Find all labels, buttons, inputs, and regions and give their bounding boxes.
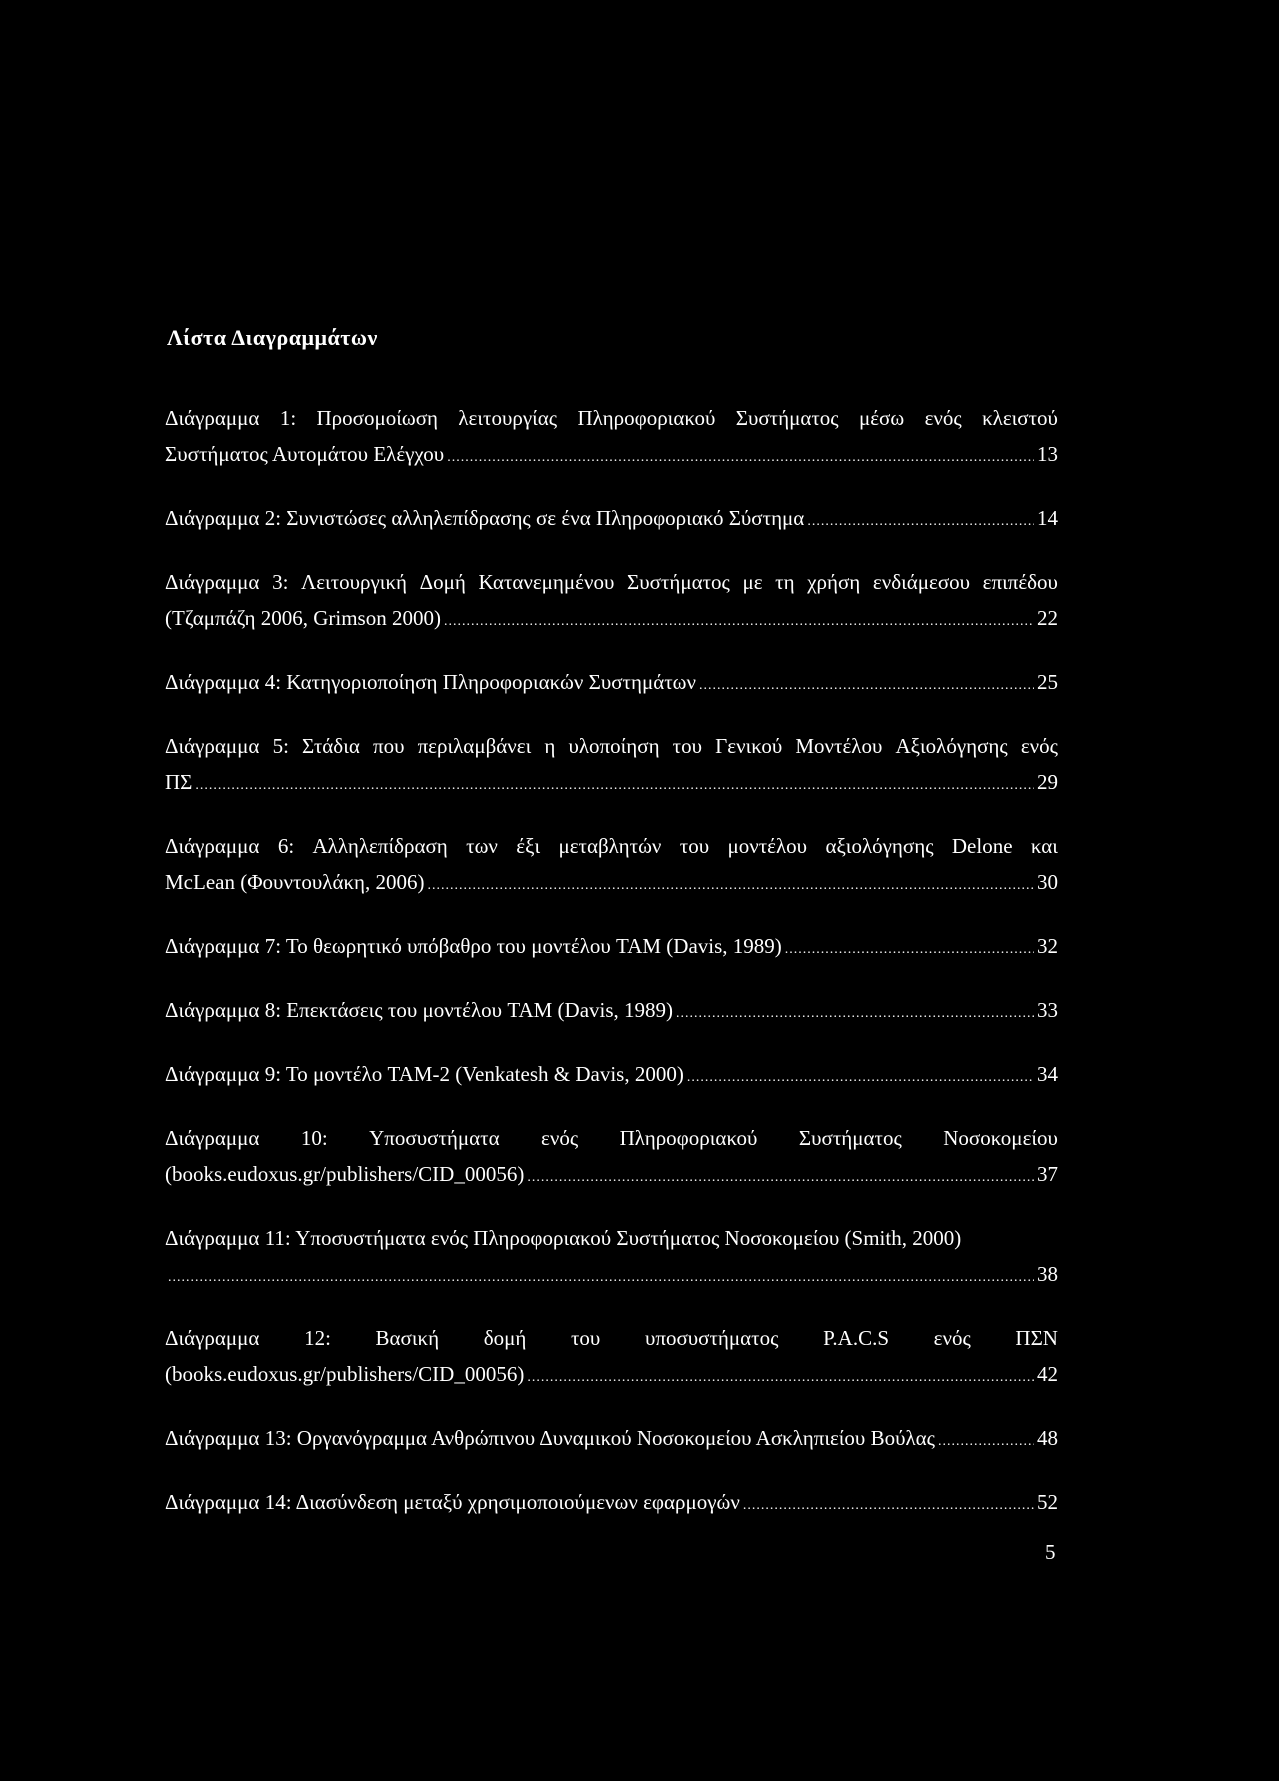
- entry-last-line: [165, 1256, 1058, 1292]
- entry-word: Γενικού: [715, 734, 783, 758]
- dot-leader: [527, 1360, 1034, 1396]
- entry-word: η: [544, 734, 556, 758]
- entry-word: Μοντέλου: [795, 734, 883, 758]
- list-item: [165, 928, 1058, 964]
- entry-word: ενός: [541, 1126, 579, 1150]
- entry-last-line: [165, 664, 1058, 700]
- entry-first-line: [165, 1120, 1058, 1156]
- entry-word: υποσυστήματος: [644, 1326, 779, 1350]
- entry-page-number: 33: [1037, 998, 1058, 1022]
- entry-page-number: 52: [1037, 1490, 1058, 1514]
- entry-title: (books.eudoxus.gr/publishers/CID_00056): [165, 1362, 525, 1386]
- list-heading: Λίστα Διαγραμμάτων: [167, 325, 378, 350]
- entry-last-line: [165, 764, 1058, 800]
- entry-page-number: 22: [1037, 606, 1058, 630]
- entry-last-line: [165, 436, 1058, 472]
- entry-page-number: 30: [1037, 870, 1058, 894]
- entry-word: τη: [775, 570, 795, 594]
- entry-first-line: [165, 564, 1058, 600]
- entry-word: Στάδια: [302, 734, 360, 758]
- list-item: [165, 1484, 1058, 1520]
- entry-last-line: [165, 928, 1058, 964]
- entry-last-line: [165, 1484, 1058, 1520]
- entry-word: δομή: [483, 1326, 527, 1350]
- entry-word: 5:: [272, 734, 289, 758]
- entry-word: αξιολόγησης: [825, 834, 934, 858]
- entry-word: Βασική: [375, 1326, 440, 1350]
- entry-word: ενός: [933, 1326, 971, 1350]
- entry-word: των: [466, 834, 498, 858]
- entry-word: κλειστού: [982, 406, 1058, 430]
- entry-word: 10:: [300, 1126, 328, 1150]
- dot-leader: [447, 440, 1034, 476]
- entry-word: Αλληλεπίδραση: [312, 834, 448, 858]
- dot-leader: [195, 768, 1034, 804]
- entry-word: Συστήματος: [798, 1126, 902, 1150]
- dot-leader: [938, 1424, 1034, 1460]
- list-item: [165, 1120, 1058, 1192]
- entry-word: ενός: [924, 406, 962, 430]
- entry-last-line: [165, 1356, 1058, 1392]
- entry-word: μέσω: [858, 406, 905, 430]
- list-item: [165, 992, 1058, 1028]
- dot-leader: [428, 868, 1034, 904]
- entry-word: 12:: [304, 1326, 331, 1350]
- entry-title: Διάγραμμα 7: Το θεωρητικό υπόβαθρο του μοντέλου TAM (Davis, 1989): [165, 934, 782, 958]
- entry-word: P.A.C.S: [823, 1326, 890, 1350]
- entry-word: του: [672, 734, 703, 758]
- entry-title: Διάγραμμα 13: Οργανόγραμμα Ανθρώπινου Δυναμικού Νοσοκομείου Ασκληπιείου Βούλας: [165, 1426, 935, 1450]
- entry-title: Διάγραμμα 8: Επεκτάσεις του μοντέλου TAM (Davis, 1989): [165, 998, 674, 1022]
- entry-word: Συστήματος: [735, 406, 839, 430]
- entry-word: ενός: [1020, 734, 1058, 758]
- entry-page-number: 13: [1037, 442, 1058, 466]
- entry-first-line: [165, 1220, 1058, 1256]
- entry-word: επιπέδου: [982, 570, 1058, 594]
- entry-word: Πληροφοριακού: [577, 406, 716, 430]
- entry-page-number: 25: [1037, 670, 1058, 694]
- list-item: [165, 400, 1058, 472]
- list-item: [165, 1056, 1058, 1092]
- entry-word: Δομή: [419, 570, 466, 594]
- entry-word: ΠΣΝ: [1015, 1326, 1058, 1350]
- entry-page-number: 29: [1037, 770, 1058, 794]
- entry-page-number: 48: [1037, 1426, 1058, 1450]
- list-item: [165, 1420, 1058, 1456]
- entry-last-line: [165, 600, 1058, 636]
- entry-last-line: [165, 500, 1058, 536]
- entry-word: ενδιάμεσου: [872, 570, 971, 594]
- entry-word: του: [679, 834, 710, 858]
- entry-first-line: [165, 400, 1058, 436]
- entry-page-number: 38: [1037, 1262, 1058, 1286]
- entry-word: Διάγραμμα: [165, 406, 260, 430]
- list-item: [165, 1320, 1058, 1392]
- entry-first-line: [165, 828, 1058, 864]
- entry-word: Διάγραμμα: [165, 834, 260, 858]
- entry-last-line: [165, 1156, 1058, 1192]
- dot-leader: [699, 668, 1034, 704]
- dot-leader: [743, 1488, 1034, 1524]
- entry-title: Διάγραμμα 2: Συνιστώσες αλληλεπίδρασης σε ένα Πληροφοριακό Σύστημα: [165, 506, 805, 530]
- entry-first-line: [165, 728, 1058, 764]
- entry-word: και: [1030, 834, 1058, 858]
- entry-word: περιλαμβάνει: [417, 734, 532, 758]
- entry-first-line: [165, 1320, 1058, 1356]
- entry-word: έξι: [516, 834, 541, 858]
- entry-word: Διάγραμμα: [165, 1126, 260, 1150]
- entry-word: υλοποίηση: [568, 734, 660, 758]
- entry-word: μεταβλητών: [558, 834, 662, 858]
- entry-page-number: 34: [1037, 1062, 1058, 1086]
- entry-title: Διάγραμμα 14: Διασύνδεση μεταξύ χρησιμοποιούμενων εφαρμογών: [165, 1490, 740, 1514]
- entry-title: ΠΣ: [165, 770, 193, 794]
- entry-title: McLean (Φουντουλάκη, 2006): [165, 870, 425, 894]
- entry-word: 1:: [279, 406, 297, 430]
- entry-page-number: 14: [1037, 506, 1058, 530]
- entry-word: Κατανεμημένου: [478, 570, 615, 594]
- entry-word: Διάγραμμα: [165, 570, 260, 594]
- entry-last-line: [165, 864, 1058, 900]
- list-item: [165, 828, 1058, 900]
- list-item: [165, 1220, 1058, 1292]
- entry-page-number: 42: [1037, 1362, 1058, 1386]
- entry-word: 3:: [272, 570, 289, 594]
- entry-word: Συστήματος: [626, 570, 730, 594]
- entry-word: Λειτουργική: [301, 570, 408, 594]
- entry-title: (Τζαμπάζη 2006, Grimson 2000): [165, 606, 441, 630]
- entry-last-line: [165, 1420, 1058, 1456]
- list-item: [165, 564, 1058, 636]
- entry-title: Συστήματος Αυτομάτου Ελέγχου: [165, 442, 445, 466]
- entry-word: χρήση: [807, 570, 861, 594]
- entry-word: Πληροφοριακού: [619, 1126, 758, 1150]
- entry-word: Προσομοίωση: [316, 406, 439, 430]
- entry-word: μοντέλου: [727, 834, 808, 858]
- dot-leader: [687, 1060, 1034, 1096]
- entry-word: που: [372, 734, 405, 758]
- dot-leader: [785, 932, 1034, 968]
- diagram-list: [165, 400, 1058, 1520]
- entry-word: του: [570, 1326, 601, 1350]
- entry-last-line: [165, 992, 1058, 1028]
- entry-word: λειτουργίας: [458, 406, 558, 430]
- dot-leader: [527, 1160, 1034, 1196]
- entry-word: Delone: [951, 834, 1013, 858]
- dot-leader: [444, 604, 1034, 640]
- entry-title: Διάγραμμα 4: Κατηγοριοποίηση Πληροφοριακών Συστημάτων: [165, 670, 696, 694]
- entry-word: 6:: [277, 834, 295, 858]
- page-number: 5: [1045, 1540, 1056, 1564]
- dot-leader: [168, 1260, 1034, 1296]
- dot-leader: [807, 504, 1034, 540]
- entry-word: Διάγραμμα: [165, 1326, 260, 1350]
- entry-page-number: 32: [1037, 934, 1058, 958]
- entry-title: Διάγραμμα 9: Το μοντέλο TAM-2 (Venkatesh & Davis, 2000): [165, 1062, 684, 1086]
- entry-word: Υποσυστήματα: [369, 1126, 500, 1150]
- entry-title: (books.eudoxus.gr/publishers/CID_00056): [165, 1162, 525, 1186]
- list-item: [165, 664, 1058, 700]
- entry-page-number: 37: [1037, 1162, 1058, 1186]
- list-item: [165, 500, 1058, 536]
- entry-title: Διάγραμμα 11: Υποσυστήματα ενός Πληροφοριακού Συστήματος Νοσοκομείου (Smith, 2000): [165, 1226, 962, 1250]
- entry-word: Νοσοκομείου: [943, 1126, 1058, 1150]
- entry-word: Διάγραμμα: [165, 734, 260, 758]
- list-item: [165, 728, 1058, 800]
- dot-leader: [676, 996, 1034, 1032]
- entry-word: Αξιολόγησης: [895, 734, 1008, 758]
- entry-word: με: [742, 570, 763, 594]
- entry-last-line: [165, 1056, 1058, 1092]
